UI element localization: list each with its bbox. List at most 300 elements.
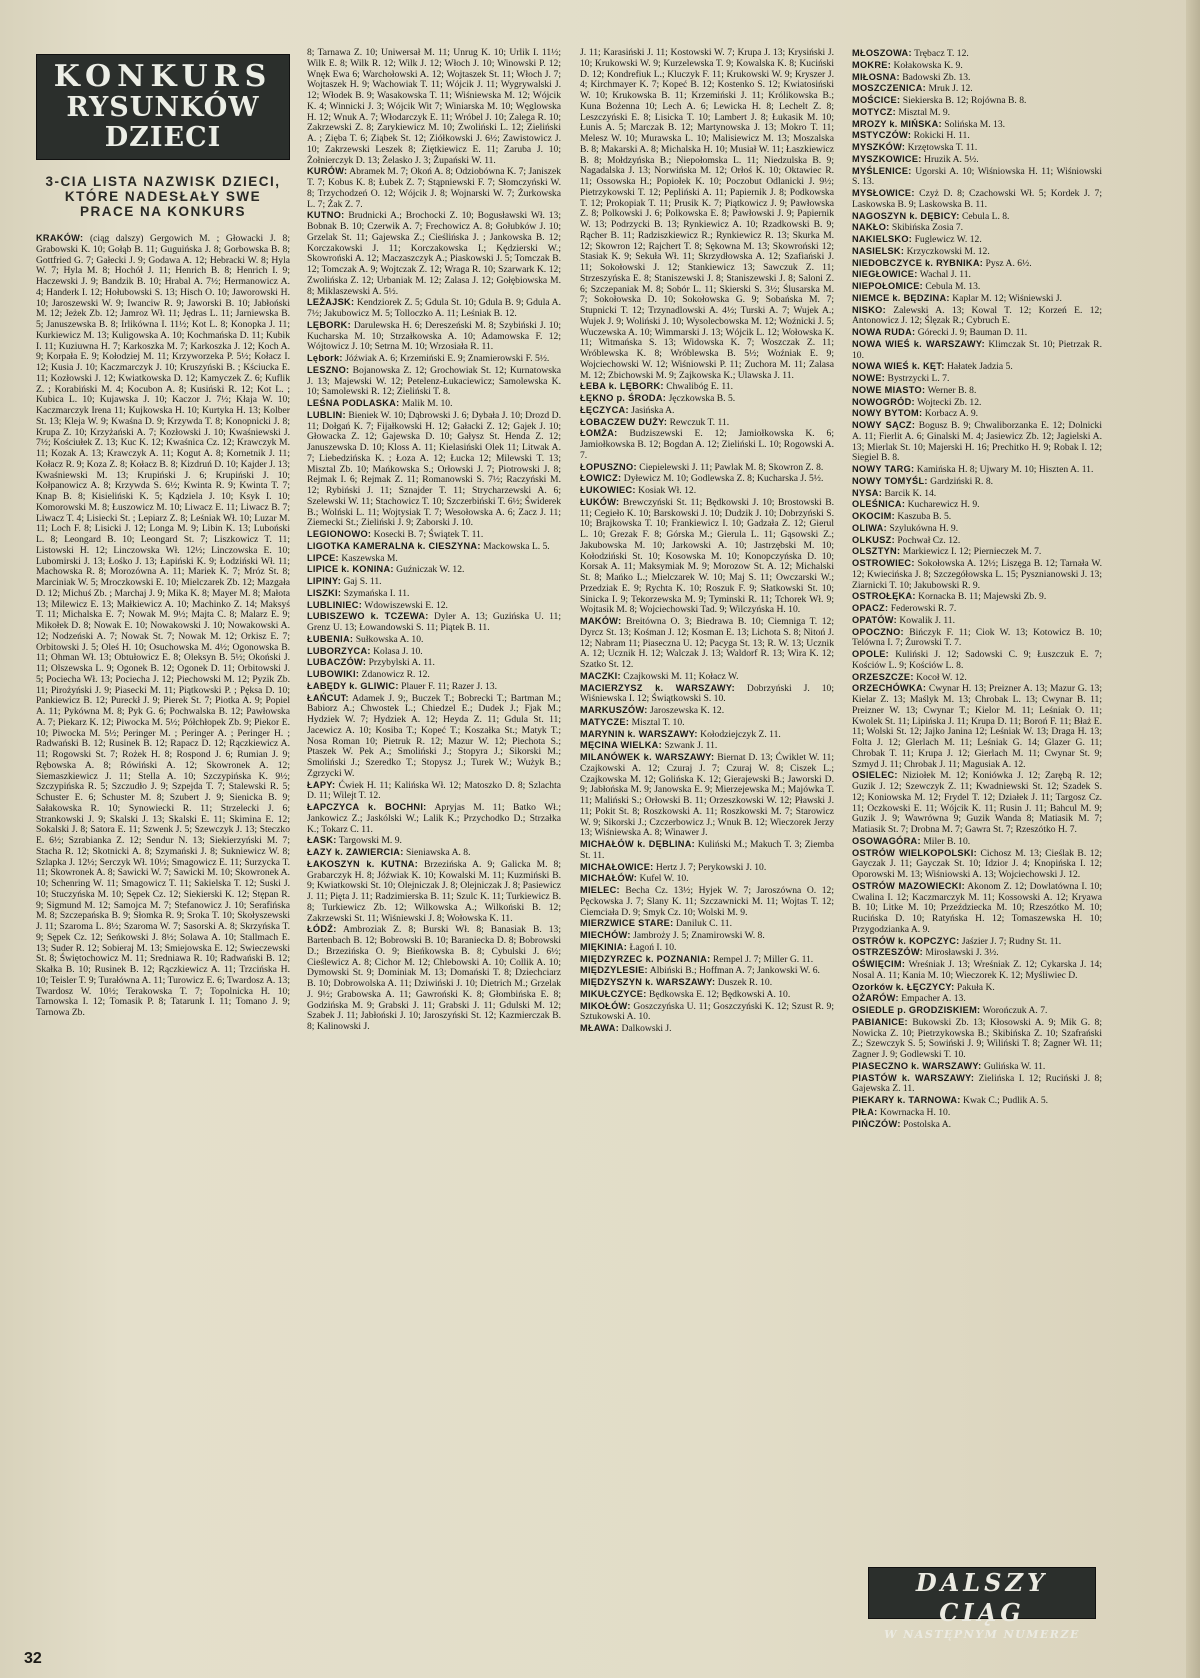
- list-entry: [852, 993, 1102, 1005]
- list-entry: [852, 603, 1102, 615]
- list-entry: [852, 222, 1102, 234]
- entry-names: Krzętowska T. 11.: [905, 142, 978, 153]
- list-entry: [307, 398, 561, 410]
- list-entry: [852, 535, 1102, 547]
- entry-place: MOKRE:: [852, 59, 892, 70]
- entry-place: MIECHÓW:: [580, 930, 631, 940]
- list-entry: [307, 48, 561, 166]
- entry-place: NYSA:: [852, 487, 883, 498]
- entry-names: Sułkowska A. 10.: [353, 633, 424, 645]
- entry-names: Kufel W. 10.: [637, 873, 689, 885]
- entry-names: J. 11; Karasiński J. 11; Kostowski W. 7; Krupa J. 13; Krysiński J. 10; Krukowski W. 9; Kurzelewska T. 9; Kowalska K. 8; Kuciński D. 12; Kondrefiuk L.; Kluczyk F. 11; Krukowski W. 9; Kryszer J. 4; Kirchmayer K. 7; Kopeć B. 12; Kostenko S. 12; Kwiatosiński W. 10; Krukowska B. 11; Krzemiński J. 11; Królikowska B.; Kuna Bożenna 10; Lech A. 6; Lewicka H. 8; Lechelt Z. 8; Leszczyński E. 8; Lisicka T. 10; Lambert J. 8; Łukasik M. 10; Łunis A. 5; Marczak B. 12; Martynowska J. 13; Mokro T. 11; Melesz W. 10; Murawska L. 10; Malisiewicz M. 13; Moszalska B. 8; Makarski A. 8; Michalska H. 10; Musiał W. 11; Łaszkiewicz B. 8; Mołdzyńska B.; Niepołomska L. 11; Niedzulska B. 9; Nagadalska J. 13; Norwińska M. 12; Orłoś K. 10; Oktawiec R. 11; Ossowska H.; Popiołek K. 10; Poczobut Odlanicki J. 9½; Pietrzykowski T. 12; Pepliński A. 11; Papiernik J. 8; Podkowska T. 12; Prokopiak T. 11; Prusik K. 7; Piątkowicz J. 9; Pawłowska Z. 8; Polkowski J. 6; Polkowska E. 8; Pawłowski J. 9; Papiernik W. 13; Podrzycki B. 13; Rynkiewicz A. 10; Rzadkowski B. 9; Rącher B. 11; Radziszkiewicz R.; Rynkiewicz R. 13; Skurka M. 12; Skowron 12; Rajchert T. 8; Sękowna M. 13; Skowroński 12; Stasiak K. 9; Sekuła Wł. 11; Skrzydłowska A. 12; Szafiański J. 11; Sokołowski J. 12; Stankiewicz 13; Sawczuk Z. 11; Strzeszyńska E. 8; Staniszewski J. 8; Staniszewski J. 8; Saloni Z. 6; Szczepaniak M. 8; Sobór L. 11; Skierski S. 3½; Ślusarska M. 7; Sokołowska D. 10; Sokołowska G. 9; Sobańska M. 7; Stupnicki T. 12; Trzynadlowski A. 4½; Turski A. 7; Wujek A.; Wujek J. 9; Woliński J. 10; Wysolecbowska M. 12; Woźnicki J. 5; Wuczewska A. 10; Wimmarski J. 13; Wójcik L. 12; Wołowska K. 11; Witmańska S. 13; Widowska K. 7; Woszczak Z. 11; Wróblewska K. 8; Wróblewska B. 5½; Woźniak E. 9; Wojciechowski W. 12; Wiśniowski P. 11; Zuchora M. 11; Zalasa M. 12; Zbichowski M. 9; Zajkowska K.; Ulawska J. 11.: [580, 48, 834, 381]
- entry-place: NOWY TOMYŚL:: [852, 475, 928, 486]
- entry-place: NIEPOŁOMICE:: [852, 281, 923, 291]
- entry-place: PIŃCZÓW:: [852, 1118, 901, 1129]
- list-entry: [580, 393, 834, 405]
- list-entry: [852, 269, 1102, 281]
- list-entry: [852, 130, 1102, 142]
- entry-place: ŁAKOSZYN k. KUTNA:: [307, 858, 419, 869]
- entry-place: MIĘDZYSZYN k. WARSZAWY:: [580, 977, 716, 987]
- entry-place: PIASECZNO k. WARSZAWY:: [852, 1060, 982, 1071]
- list-entry: [580, 740, 834, 752]
- entry-place: MYŚLENICE:: [852, 165, 912, 176]
- list-entry: [852, 959, 1102, 982]
- list-subtitle: 3-CIA LISTA NAZWISK DZIECI, KTÓRE NADESŁAŁY SWE PRACE NA KONKURS: [45, 174, 281, 219]
- entry-place: PIEKARY k. TARNOWA:: [852, 1095, 961, 1105]
- entry-names: Kamińska H. 8; Ujwary M. 10; Hiszten A. 11.: [914, 464, 1094, 475]
- entry-place: LIPINY:: [307, 576, 342, 586]
- entry-names: Kaszuba B. 5.: [894, 511, 952, 522]
- entry-place: LUBLIN:: [307, 409, 346, 420]
- entry-place: KURÓW:: [307, 166, 348, 177]
- entry-names: Cebula L. 8.: [959, 210, 1010, 222]
- entry-place: MYSZKÓW:: [852, 142, 906, 152]
- list-entry: [852, 1119, 1102, 1131]
- entry-names: Zalewski A. 13; Kowal T. 12; Korzeń E. 12; Antonowicz J. 12; Ślęzak R.; Cybruch E.: [852, 304, 1102, 327]
- entry-place: KUTNO:: [307, 210, 345, 221]
- entry-place: MARKUSZÓW:: [580, 705, 648, 715]
- entry-place: ŁAZY k. ZAWIERCIA:: [307, 847, 404, 857]
- entry-names: Pysz A. 6½.: [983, 257, 1032, 269]
- list-entry: [580, 717, 834, 729]
- list-entry: [852, 60, 1102, 72]
- list-entry: [852, 258, 1102, 270]
- entry-names: Jaroszewska K. 12.: [647, 705, 725, 716]
- entry-names: Akonom Z. 12; Dowlatówna I. 10; Cwalina I. 12; Kaczmarczyk M. 11; Kossowski A. 12; Kryawa B. 10; Litke M. 10; Przeździecka M. 10; Rzeszótko M. 10; Rucińska D. 10; Ratyńska H. 12; Tomaszewska H. 10; Przygodzianka A. 9.: [852, 880, 1102, 935]
- list-entry: [307, 564, 561, 576]
- entry-names: Krzyczkowski M. 12.: [904, 245, 990, 257]
- entry-place: NAGOSZYN k. DĘBICY:: [852, 210, 960, 221]
- entry-names: Federowski R. 7.: [888, 603, 957, 614]
- page-number: 32: [24, 1650, 42, 1667]
- entry-place: MŁOSZOWA:: [852, 48, 912, 58]
- entry-place: OŻARÓW:: [852, 993, 899, 1004]
- masthead-line-1: KONKURS: [53, 59, 273, 94]
- entry-place: NAKŁO:: [852, 222, 890, 233]
- list-entry: [580, 683, 834, 706]
- page-edge-shadow: [1186, 0, 1200, 1678]
- entry-names: Duszek R. 10.: [715, 977, 773, 988]
- entry-place: OLSZTYN:: [852, 546, 901, 557]
- entry-names: Cwynar H. 13; Preizner A. 13; Mazur G. 13; Kielar Z. 13; Maślyk M. 13; Chrobak L. 13; Cwynar B. 11; Preizner W. 13; Cwynar T.; Kielor M. 11; Leśniak O. 11; Kwolek St. 11; Lipińska J. 11; Krupa D. 11; Boroń F. 11; Błaż E. 11; Wolski St. 12; Jajko Janina 12; Leśniak W. 13; Draga H. 13; Folta J. 12; Glerlach M. 11; Leśniak G. 14; Glazer G. 11; Chrobak T. 11; Krupa J. 12; Gierlach M. 11; Cwynar St. 9; Szmyd J. 11; Chrobak J. 11; Magusiak A. 12.: [852, 683, 1102, 770]
- entry-place: NOWY TARG:: [852, 464, 915, 474]
- list-entry: [580, 930, 834, 942]
- list-entry: [852, 408, 1102, 420]
- entry-place: LIGOTKA KAMERALNA k. CIESZYNA:: [307, 540, 481, 551]
- entry-names: Apryjas M. 11; Batko Wł.; Jankowicz Z.; Jaskólski W.; Lalik K.; Przychodko D.; Strzałka K.; Tokarz C. 11.: [307, 802, 561, 835]
- entries-column-2: [307, 48, 561, 1033]
- list-entry: [307, 657, 561, 669]
- list-entry: [852, 770, 1102, 836]
- entry-place: MIŁOSNA:: [852, 71, 900, 82]
- entry-names: Szylukówna H. 9.: [886, 522, 959, 534]
- list-entry: [307, 847, 561, 859]
- entry-names: Hałatek Jadzia 5.: [944, 361, 1013, 373]
- list-entry: [852, 591, 1102, 603]
- entry-place: MICHAŁÓW:: [580, 873, 638, 884]
- entry-place: MILANÓWEK k. WARSZAWY:: [580, 752, 715, 762]
- entry-names: Abramek M. 7; Okoń A. 8; Odziobówna K. 7; Janiszek T. 7; Kobus K. 8; Łubek Z. 7; Stąpniewski F. 7; Słomczyński W. 8; Trzychodzeń O. 12; Wójcik J. 8; Wojnarski W. 7; Żurkowska L. 7; Żak Z. 7.: [307, 166, 561, 210]
- list-entry: [852, 982, 1102, 994]
- entry-place: NASIELSK:: [852, 245, 905, 256]
- list-entry: [852, 627, 1102, 650]
- entry-place: OLKUSZ:: [852, 534, 895, 545]
- list-entry: [580, 462, 834, 474]
- entry-names: Empacher A. 13.: [898, 993, 966, 1005]
- entry-place: NOWE:: [852, 373, 886, 383]
- list-entry: [580, 485, 834, 497]
- list-entry: [580, 405, 834, 417]
- entry-place: NIEDOBCZYCE k. RYBNIKA:: [852, 257, 984, 268]
- entry-place: ŁÓDŹ:: [307, 924, 337, 935]
- continuation-notice: [868, 1567, 1096, 1641]
- entry-place: OSTRÓW k. KOPCZYC:: [852, 935, 960, 946]
- entry-names: Rempel J. 7; Miller G. 11.: [710, 953, 814, 965]
- entry-names: Szwank J. 11.: [661, 740, 718, 752]
- entry-place: LEGIONOWO:: [307, 529, 372, 539]
- column-4: [852, 48, 1102, 1638]
- continuation-line-2: W NASTĘPNYM NUMERZE: [884, 1628, 1080, 1641]
- entry-place: ŁEBA k. LĘBORK:: [580, 381, 664, 392]
- list-entry: [307, 353, 561, 365]
- list-entry: [307, 166, 561, 210]
- entry-place: NOWY BYTOM:: [852, 408, 923, 419]
- entry-names: Kaszewska M.: [338, 552, 398, 564]
- list-entry: [852, 1017, 1102, 1061]
- list-entry: [852, 83, 1102, 95]
- entry-names: Ćwiek H. 11; Kalińska Wł. 12; Matoszko D. 8; Szlachta D. 11; Wilejt T. 12.: [307, 779, 561, 802]
- entry-names: Cebula M. 13.: [922, 281, 981, 292]
- list-entry: [852, 397, 1102, 409]
- entry-names: Trębacz T. 12.: [911, 48, 969, 59]
- list-entry: [580, 1001, 834, 1024]
- list-entry: [852, 936, 1102, 948]
- entry-names: (ciąg dalszy) Gergowich M. ; Głowacki J. 8; Grabowski K. 10; Gołąb B. 11; Guguińska J. 8; Gorbowska B. 8; Gottfried G. 7; Gałecki J. 9; Godawa A. 12; Hebracki W. 8; Hyla W. 7; Hyla M. 8; Hochół J. 11; Henrich B. 8; Henrich I. 9; Haczewski J. 9; Bandzik B. 10; Hrabal A. 7½; Hermanowicz A. 4; Handerk I. 12; Hołubowski S. 13; Hisch O. 10; Jaworowski H. 10; Jaroszewski W. 9; Iwanciw R. 9; Jaworski B. 10; Jabłoński M. 12; Jeżek Zb. 12; Jamroz Wł. 11; Jędras L. 11; Jarniewska B. 5; Januszewska B. 8; Irlikówna I. 11½; Kot L. 8; Konopka J. 11; Kurkiewicz M. 13; Kuligowska A. 10; Kochmańska D. 11; Kubik I. 11; Kuziuwna H. 7; Karkoszka M. 7; Karkoszka J. 12; Koch A. 9; Korpała E. 9; Kołodziej M. 11; Krzyworzeka P. 5½; Kołacz I. 12; Kusia J. 10; Kaczmarczyk J. 10; Kruszyński B. ; Kściucka E. 11; Kozłowski J. 12; Kwiatkowska D. 12; Kamyczek Z. 6; Kuflik Z. ; Korabiński M. 4; Kocubon A. 8; Kusiński R. 12; Kot L. ; Kubica L. 10; Kujawska J. 10; Kaczor J. 7½; Kłaja W. 10; Kaczmarczyk Irena 11; Kujkowska H. 10; Kurtyka H. 13; Kolber St. 13; Kleja W. 9; Kwaśna D. 9; Krzywda T. 8; Konopnicki J. 8; Krupa Z. 10; Krzyżański A. 7; Kozłowski J. 10; Kwaśniewski J. 7½; Kościułek Z. 13; Kuc K. 12; Kwaśnica Cz. 12; Krawczyk M. 11; Kozak A. 13; Krawczyk A. 11; Kogut A. 8; Kornetnik J. 11; Kołacz R. 9; Koza Z. 8; Kołacz B. 8; Kizdruń D. 10; Kajder J. 13; Kwaśniewski M. 13; Krupiński J. 6; Krupiński J. 10; Kołpanowicz A. 8; Krzywda S. 6½; Kwinta R. 9; Kwinta T. 7; Knap B. 8; Kisieliński K. 5; Kądziela J. 10; Ksyk I. 10; Komorowski M. 8; Łuszowicz M. 10; Liwacz E. 11; Liwacz B. 7; Liwacz T. 4; Lisiecki St. ; Lepiarz Z. 8; Leśniak Wł. 10; Luzar M. 11; Loch F. 8; Lisicki J. 12; Longa M. 9; Libin K. 13; Luboński L. 8; Leongard B. 10; Leongard St. 7; Liszkowicz T. 11; Listowski H. 12; Linczowska Wł. 12½; Linczowska E. 10; Lubomirski J. 13; Łośko J. 13; Łapiński K. 9; Łodziński Wł. 11; Machowska R. 8; Morozówna A. 11; Mariek K. 7; Mróz St. 8; Marciniak W. 5; Mroczkowski E. 10; Mielczarek Zb. 12; Mazgała D. 12; Michuś Zb. ; Marchaj J. 9; Mika K. 8; Mayer M. 8; Małota 13; Milewicz E. 13; Małkiewicz A. 10; Machinko Z. 14; Maksyś T. 11; Michalska E. 7; Nowak M. 9½; Majta C. 8; Malarz E. 9; Mikołek D. 8; Nowak E. 10; Nowakowski J. 10; Nowakowski A. 12; Nodzeński A. 7; Nowak St. 7; Nowak M. 12; Orkisz E. 7; Orbitowski J. 5; Oleś H. 10; Osuchowska M. 4½; Ogonowska B. 11; Ohman Wł. 13; Obtułowicz E. 8; Oleksyn B. 5½; Okoński J. 11; Olszewska L. 9; Ogonek B. 12; Ogonek D. 11; Orbitowski J. 5; Pociecha Wł. 13; Pociecha J. 12; Piechowski M. 12; Pyzik Zb. 11; Pirożyński J. 9; Piasecki M. 11; Piątkowski P. ; Pęksa D. 10; Pankiewicz B. 12; Pureckł J. 9; Pierek St. 7; Piotka A. 9; Popiel A. 11; Pykówna M. 8; Pyk G. 6; Pochwalska B. 12; Pawłowska A. 7; Piekarz K. 12; Piwocka M. 5½; Półchłopek Zb. 9; Piekor E. 10; Piwocka M. 5½; Peringer M. ; Peringer A. ; Peringer H. ; Radwański B. 12; Rusinek B. 12; Rapacz D. 12; Rączkiewicz A. 11; Rogowski St. 7; Rożek H. 8; Rospond J. 6; Rumian J. 9; Rębowska A. 8; Rówiński A. 12; Skowronek A. 12; Siemaszkiewicz J. 11; Stella A. 10; Szczypińska K. 9½; Szczypińska R. 5; Szczudło J. 9; Szpejda T. 7; Stalewski R. 5; Schuster E. 6; Schuster M. 8; Szubert J. 9; Sienicka B. 9; Sałakowska R. 10; Synowiecki R. 11; Strzelecki J. 6; Strankowski J. 9; Skalski J. 13; Skalski E. 11; Skimina E. 12; Sokalski J. 8; Satora E. 11; Szwenk J. 5; Szewczyk J. 13; Steczko E. 6½; Szrabianka Z. 12; Sendur N. 13; Siekierzyński M. 7; Stacha R. 12; Skotnicki A. 8; Szymański J. 8; Sukniewicz W. 8; Szlapka J. 12½; Serczyk Wł. 10½; Smagowicz E. 11; Surzycka T. 11; Skowronek A. 8; Sawicki W. 7; Sawicki M. 10; Skowronek A. 10; Schenring W. 11; Smagowicz T. 11; Sakielska T. 12; Suski J. 10; Stuczyńska M. 10; Sępek Cz. 12; Siekierski K. 12; Stępan R. 9; Sigmund M. 12; Samojca M. 7; Stefanowicz J. 10; Serafińska M. 8; Szczepańska B. 9; Słomka R. 9; Sroka T. 10; Skołyszewski J. 11; Szaroma L. 8½; Szaroma W. 7; Sasorski A. 8; Skrzyńska T. 9; Sępek Cz. 12; Seńkowski J. 8½; Solawa A. 10; Stallmach E. 13; Suder R. 12; Sobieraj M. 13; Smiejowska E. 12; Swieczewski St. 8; Świętochowicz M. 11; Sredniawa R. 10; Radwański B. 12; Skałka B. 10; Rusinek B. 12; Rączkiewicz A. 11; Trzcińska H. 10; Teisler T. 9; Turałówna A. 11; Turowicz E. 6; Twardosz A. 13; Twardosz W. 10½; Terakowska T. 7; Topolnicka H. 10; Tarnowska I. 12; Tomasik P. 8; Tatarunk I. 11; Tomano J. 9; Tarnowa Zb.: [36, 233, 290, 1018]
- list-entry: [307, 365, 561, 398]
- entry-names: Becha Cz. 13½; Hyjek W. 7; Jaroszówna O. 12; Pęckowska J. 7; Slany K. 11; Szczawnicki M. 11; Wojtas T. 12; Ciemciała D. 9; Smyk Cz. 10; Wolski M. 9.: [580, 885, 834, 918]
- list-entry: [852, 234, 1102, 246]
- entry-place: LIPICE k. KONINA:: [307, 564, 394, 575]
- entry-names: Jambroży J. 5; Znamirowski W. 8.: [630, 930, 765, 941]
- entry-place: MAKÓW:: [580, 616, 622, 626]
- list-entry: [36, 233, 290, 1019]
- list-entry: [307, 835, 561, 847]
- entry-names: Łagoń I. 10.: [627, 941, 677, 953]
- entry-names: Daniluk C. 11.: [673, 918, 732, 930]
- entry-place: NISKO:: [852, 304, 886, 315]
- list-entry: [307, 681, 561, 693]
- list-entry: [852, 142, 1102, 154]
- list-entry: [580, 497, 834, 616]
- entry-place: NOWA RUDA:: [852, 327, 916, 337]
- entry-place: LUBACZÓW:: [307, 657, 367, 668]
- entry-place: NOWY SĄCZ:: [852, 420, 916, 430]
- entry-place: MICHAŁOWICE:: [580, 861, 654, 872]
- entry-names: Badowski Zb. 13.: [899, 71, 971, 83]
- entry-names: Rokicki H. 11.: [911, 130, 970, 142]
- column-3: [580, 48, 834, 1638]
- entry-names: Albiński B.; Hoffman A. 7; Jankowski W. 6.: [647, 965, 820, 977]
- entry-names: Wdowiszewski E. 12.: [362, 599, 448, 611]
- entry-names: Hertz J. 7; Perykowski J. 10.: [653, 861, 767, 873]
- entry-names: Kucharewicz H. 9.: [905, 499, 980, 511]
- entry-names: Guźniczak W. 12.: [393, 564, 465, 576]
- entry-names: Bińczyk F. 11; Ciok W. 13; Kotowicz B. 10; Telówna I. 7; Żurowski T. 7.: [852, 626, 1102, 649]
- entry-names: Wojtecki Zb. 12.: [914, 396, 982, 408]
- list-entry: [580, 839, 834, 862]
- entry-names: Ugorski A. 10; Wiśniowska H. 11; Wiśniowski S. 13.: [852, 165, 1102, 188]
- list-entry: [580, 977, 834, 989]
- entry-place: MYSŁOWICE:: [852, 188, 915, 198]
- entry-place: Lębork:: [307, 353, 343, 363]
- list-entry: [307, 859, 561, 925]
- entry-names: Brzezińska A. 9; Galicka M. 8; Grabarczyk H. 8; Jóźwiak K. 10; Kowalski M. 11; Kuzmiński B. 9; Kwiatkowski St. 10; Olejniczak J. 8; Olejniczak J. 8; Pasiewicz J. 11; Pięta J. 11; Radzimierska B. 11; Szulc K. 11; Turkiewicz B. 8; Turkiewicz Zb. 12; Wilkowska A.; Wilkoński B. 12; Zakrzewski St. 11; Wiśniewski J. 8; Wołowska K. 11.: [307, 858, 561, 924]
- entry-place: NIEGŁOWICE:: [852, 269, 918, 280]
- list-entry: [580, 954, 834, 966]
- entry-place: MACZKI:: [580, 670, 621, 681]
- list-entry: [852, 246, 1102, 258]
- entry-place: ŁAPY:: [307, 779, 336, 790]
- entry-names: Bieniek W. 10; Dąbrowski J. 6; Dybała J. 10; Drozd D. 11; Dołgań K. 7; Fijałkowski H. 12; Gałacki Z. 12; Gajek J. 10; Głowacka Z. 12; Gajewska D. 10; Gałysz St. Henda Z. 12; Januszewska D. 10; Kloss A. 11; Kielasiński Olek 11; Litwak A. 7; Liebedzińska K. ; Łoza A. 12; Łucka 12; Milewski T. 13; Misztal Zb. 10; Mańkowska S.; Orłowski J. 7; Piotrowski J. 8; Rejmak I. 6; Rejmak Z. 11; Romanowski S. 7½; Raczyński M. 12; Rybiński J. 11; Sznajder T. 11; Strycharzewski A. 6; Szelewski W. 11; Stachowicz T. 10; Szczerbiński T. 6½; Świderek B.; Wolński L. 11; Wojtysiak T. 7; Wesołowska A. 6; Zacz J. 11; Ziemecki St.; Zieliński J. 9; Zaborski J. 10.: [307, 409, 561, 529]
- list-entry: [852, 1005, 1102, 1017]
- entry-names: Zielińska I. 12; Ruciński J. 8; Gajewska Z. 11.: [852, 1072, 1102, 1095]
- entry-names: Kornacka B. 11; Majewski Zb. 9.: [915, 591, 1047, 603]
- list-entry: [580, 473, 834, 485]
- list-entry: [307, 669, 561, 681]
- entry-names: Klimczak St. 10; Pietrzak R. 10.: [852, 338, 1102, 361]
- entry-names: Miler B. 10.: [920, 835, 971, 847]
- list-entry: [580, 616, 834, 671]
- entry-place: NOWA WIEŚ k. WARSZAWY:: [852, 338, 985, 349]
- entry-place: MICHAŁÓW k. DĘBLINA:: [580, 839, 695, 849]
- list-entry: [580, 48, 834, 381]
- entry-place: ŁOMŻA:: [580, 428, 618, 439]
- entry-place: ORZESZCZE:: [852, 671, 914, 682]
- entry-names: Mirosławski J. 3½.: [923, 947, 999, 959]
- entry-names: Sieniawska A. 8.: [403, 847, 471, 858]
- entry-names: Brewczyński St. 11; Będkowski J. 10; Brostowski B. 11; Cegieło K. 10; Barskowski J. 10; Dudzik J. 10; Dobrzyński S. 10; Brajkowska T. 10; Frankiewicz I. 10; Gadzała Z. 12; Gierul L. 10; Grezak F. 8; Górska M.; Gierula L. 11; Gąsowski Z.; Jakubowska M. 10; Jarkowski A. 10; Jastrzębski M. 10; Kołodziński St. 10; Kosowska M. 10; Konopczyńska D. 10; Korsak A. 11; Maksymiak M. 9; Morozow St. A. 12; Michalski St. 8; Mańko L.; Mielczarek W. 10; Maj S. 11; Owczarski W.; Przedziak E. 9; Rychta K. 10; Roszuk F. 9; Słatkowski St. 10; Sinicka I. 9; Tekorzewska M. 9; Tyminski R. 11; Tchorek Wł. 9; Wojtasik M. 8; Wojciechowski Tad. 9; Wilczyńska H. 10.: [580, 496, 834, 616]
- list-entry: [580, 942, 834, 954]
- list-entry: [852, 1107, 1102, 1119]
- entry-names: Biernat D. 13; Ćwiklet W. 11; Czajkowski A. 12; Czuraj J. 7; Czuraj W. 8; Ciszek L.; Czajkowska M. 12; Golińska K. 12; Gierajewski B.; Jaworski D. 9; Jabłońska M. 9; Janowska E. 9; Mierzejewska M.; Majówka T. 11; Maliński S.; Orłowski B. 11; Orzeszkowski W. 12; Pławski J. 11; Pokit St. 8; Roszkowski A. 11; Roszkowski M. 7; Starowicz W. 9; Sikorski J.; Czczerbowicz J.; Wnuk B. 12; Wieczorek Jerzy 13; Wiśniewska A. 8; Winawer J.: [580, 752, 834, 839]
- list-entry: [852, 558, 1102, 591]
- entry-place: OPOCZNO:: [852, 626, 904, 637]
- list-entry: [852, 499, 1102, 511]
- entry-place: OPACZ:: [852, 603, 889, 613]
- list-entry: [852, 848, 1102, 881]
- entry-names: Jaśzier J. 7; Rudny St. 11.: [959, 935, 1062, 947]
- list-entry: [307, 210, 561, 297]
- entry-names: Kolasa J. 10.: [370, 645, 423, 657]
- entry-names: Worończuk A. 7.: [980, 1005, 1048, 1016]
- entry-names: Czajkowski M. 11; Kołacz W.: [620, 670, 739, 682]
- entry-names: Dobrzyński J. 10; Wiśniewska I. 12; Świątkowski S. 10.: [580, 682, 834, 705]
- entry-place: LĘBORK:: [307, 319, 351, 330]
- list-entry: [580, 752, 834, 839]
- list-entry: [852, 881, 1102, 936]
- list-entry: [852, 95, 1102, 107]
- entry-names: Rewczuk T. 11.: [667, 416, 730, 428]
- entry-names: Ciepielewski J. 11; Pawlak M. 8; Skowron Z. 8.: [636, 461, 824, 473]
- list-entry: [580, 428, 834, 461]
- contest-masthead: [36, 54, 290, 160]
- entry-names: Misztal M. 9.: [895, 106, 951, 118]
- entry-names: Dyłewicz M. 10; Godlewska Z. 8; Kucharska J. 5½.: [621, 473, 824, 485]
- entry-names: Jasińska A.: [628, 404, 675, 416]
- entry-place: LUBORZYCA:: [307, 645, 371, 656]
- entry-place: ŁOWICZ:: [580, 473, 622, 484]
- list-entry: [580, 729, 834, 741]
- entry-names: Kołakowska K. 9.: [891, 59, 963, 71]
- entry-names: Wreśniak J. 13; Wreśniak Z. 12; Cykarska J. 14; Nosal A. 11; Kania M. 10; Wieczorek K. 12; Myśliwiec D.: [852, 959, 1102, 981]
- list-entry: [852, 649, 1102, 672]
- list-entry: [852, 327, 1102, 339]
- entry-names: Górecki J. 9; Bauman D. 11.: [915, 327, 1028, 338]
- entry-names: Solińska M. 13.: [941, 118, 1006, 130]
- entry-names: Pochwał Cz. 12.: [894, 534, 961, 546]
- entry-place: OŚWIĘCIM:: [852, 959, 906, 969]
- entry-names: Pakuła K.: [954, 981, 995, 993]
- list-entry: [852, 947, 1102, 959]
- list-entry: [307, 693, 561, 780]
- list-entry: [852, 511, 1102, 523]
- list-entry: [307, 320, 561, 353]
- list-entry: [852, 373, 1102, 385]
- entry-place: ŁASK:: [307, 835, 337, 846]
- entry-place: MOTYCZ:: [852, 106, 896, 117]
- entry-names: Kowrnacka H. 10.: [877, 1106, 951, 1118]
- entry-place: ŁAPCZYCA k. BOCHNI:: [307, 802, 427, 812]
- entry-names: Zdanowicz R. 12.: [359, 669, 430, 680]
- entry-names: Kaplar M. 12; Wiśniewski J.: [949, 292, 1062, 304]
- entry-place: ŁOPUSZNO:: [580, 461, 637, 472]
- list-entry: [307, 541, 561, 553]
- list-entry: [307, 600, 561, 612]
- entry-names: Chwalibóg E. 11.: [663, 381, 733, 393]
- entry-names: Goszczyńska U. 11; Goszczyński K. 12; Szust R. 9; Sztukowski A. 10.: [580, 1000, 834, 1023]
- list-entry: [307, 924, 561, 1033]
- entry-names: Kosecki B. 7; Świątek T. 11.: [371, 529, 484, 540]
- list-entry: [852, 119, 1102, 131]
- list-entry: [852, 385, 1102, 397]
- entry-names: Kwak C.; Pudlik A. 5.: [960, 1095, 1049, 1106]
- entry-names: Będkowska E. 12; Będkowski A. 10.: [646, 988, 791, 1000]
- masthead-line-2: RYSUNKÓW DZIECI: [66, 92, 260, 153]
- entry-names: Kosiak Wł. 12.: [635, 485, 697, 496]
- entry-place: MSTYCZÓW:: [852, 130, 912, 141]
- entry-names: Fuglewicz W. 12.: [912, 234, 982, 245]
- entry-names: Jóźwiak A. 6; Krzemiński E. 9; Znamierowski F. 5½.: [342, 353, 550, 364]
- entry-names: Hruzik A. 5½.: [921, 153, 979, 165]
- entry-names: Czyż D. 8; Czachowski Wł. 5; Kordek J. 7; Laskowska B. 9; Laskowska B. 11.: [852, 188, 1102, 210]
- entry-place: OSTRÓW WIELKOPOLSKI:: [852, 847, 978, 858]
- entry-place: LUBOWIKI:: [307, 669, 360, 679]
- entry-names: Plauer F. 11; Razer J. 13.: [398, 680, 497, 692]
- entry-names: Korbacz A. 9.: [922, 408, 979, 420]
- entry-place: OPATÓW:: [852, 614, 897, 625]
- entry-place: OSOWAGÓRA:: [852, 835, 921, 846]
- entry-place: OSIEDLE p. GRODZISKIEM:: [852, 1005, 981, 1015]
- entry-names: Bukowski Zb. 13; Kłosowski A. 9; Mik G. 8; Nowicka Z. 10; Pietrzykowska B.; Skibińska Z. 10; Szafrański Z.; Szewczyk S. 5; Sowiński J. 9; Wiliński T. 8; Zagner Wł. 11; Zagner J. 9; Godlewski T. 10.: [852, 1016, 1102, 1060]
- entry-names: Mackowska L. 5.: [480, 540, 550, 552]
- entry-place: MIERZWICE STARE:: [580, 918, 674, 929]
- list-entry: [852, 107, 1102, 119]
- list-entry: [852, 523, 1102, 535]
- list-entry: [852, 464, 1102, 476]
- entry-place: LIPCE:: [307, 552, 339, 563]
- entry-place: OSTROWIEC:: [852, 558, 915, 568]
- entry-names: Dalkowski J.: [619, 1023, 672, 1034]
- entry-names: Gaj S. 11.: [341, 576, 382, 587]
- entry-names: Skibińska Zosia 7.: [889, 222, 964, 234]
- entry-place: ŁOBACZEW DUŻY:: [580, 416, 668, 427]
- entry-names: Szymańska I. 11.: [341, 587, 410, 599]
- entry-place: MACIERZYSZ k. WARSZAWY:: [580, 682, 735, 693]
- column-2: [307, 48, 561, 1638]
- entry-place: ORZECHÓWKA:: [852, 683, 927, 694]
- entry-place: MIKUŁCZYCE:: [580, 988, 647, 999]
- entry-names: Darulewska H. 6; Dereszeński M. 8; Szybiński J. 10; Kucharska M. 10; Strzałkowska A. 10; Adamowska F. 12; Wójtowicz J. 10; Setrna M. 10; Wrzosiała R. 11.: [307, 319, 561, 353]
- entry-names: Ambroziak Z. 8; Burski Wł. 8; Banasiak B. 13; Bartenbach B. 12; Bobrowski B. 10; Baraniecka D. 8; Bobrowski D.; Brzezińska O. 9; Bieńkowska B. 8; Cybulski J. 6½; Cieślewicz A. 8; Cichor M. 12; Chlebowski A. 10; Collik A. 10; Dymowski St. 9; Dominiak M. 13; Domański T. 8; Dziechciarz B. 10; Dobrowolska A. 11; Dziwiński J. 10; Dietrich M.; Grzelak J. 9½; Grabowska A. 11; Gawroński K. 8; Głombińska E. 8; Godzińska M. 9; Grabski J. 11; Grabski J. 11; Gdulski M. 12; Szabek J. 11; Jabłoński J. 10; Jaroszyński St. 12; Kazmierczak B. 8; Kalinowski J.: [307, 924, 561, 1032]
- entry-place: MATYCZE:: [580, 716, 630, 727]
- entry-place: KRAKÓW:: [36, 233, 84, 243]
- entry-names: 8; Tarnawa Z. 10; Uniwersał M. 11; Unrug K. 10; Urlik I. 11½; Wilk E. 8; Wilk R. 12; Wilk J. 12; Włoch J. 10; Winowski P. 12; Wnęk Ewa 6; Warchołowski A. 12; Wojtaszek St. 11; Włoch J. 7; Wojtaszek H. 9; Wachowiak T. 11; Wójcik J. 11; Wygrywalski J. 12; Włodek B. 9; Wasakowska T. 11; Wiśniewska M. 12; Wójcik K. 4; Winnicki J. 3; Wójcik Wit 7; Winiarska M. 10; Węglowska H. 12; Wnuk A. 7; Włodarczyk E. 11; Wróbel J. 10; Zalega R. 10; Zakrzewski Z. 8; Zarykiewicz M. 10; Zwoliński L. 12; Zieliński A. ; Zięba T. 6; Ziąbek St. 12; Ziółkowski J. 6½; Zawistowicz J. 10; Zakrzewski Leszek 8; Ziętkiewicz E. 11; Zaruba J. 10; Żołnierczyk D. 13; Żelasko J. 3; Żupański W. 11.: [307, 48, 561, 166]
- entry-names: Werner B. 8.: [925, 384, 977, 396]
- entry-place: NIEMCE k. BĘDZINA:: [852, 292, 950, 303]
- entry-place: Ozorków k. ŁĘCZYCY:: [852, 981, 955, 992]
- entries-column-4: [852, 48, 1102, 1130]
- entry-place: ŁUKÓW:: [580, 496, 620, 507]
- list-entry: [852, 339, 1102, 362]
- entry-place: NAKIELSKO:: [852, 234, 913, 244]
- entry-names: Kuliński M.; Makuch T. 3; Ziemba St. 11.: [580, 839, 834, 861]
- list-entry: [580, 381, 834, 393]
- list-entry: [580, 671, 834, 683]
- entry-names: Kocoł W. 12.: [913, 671, 967, 683]
- list-entry: [852, 420, 1102, 464]
- list-entry: [852, 836, 1102, 848]
- entry-names: Kendziorek Z. 5; Gdula St. 10; Gdula B. 9; Gdula A. 7½; Jakubowicz M. 5; Tolloczko A. 11; Leśniak B. 12.: [307, 297, 561, 319]
- entry-place: ŁUBENIA:: [307, 633, 354, 644]
- list-entry: [580, 989, 834, 1001]
- list-entry: [852, 1061, 1102, 1073]
- entry-names: Kuliński J. 12; Sadowski C. 9; Łuszczuk E. 7; Kościów L. 9; Kościów L. 8.: [852, 649, 1102, 671]
- list-entry: [852, 72, 1102, 84]
- entry-place: MIKOŁÓW:: [580, 1000, 631, 1011]
- entry-names: Cichosz M. 13; Cieślak B. 12; Gayczak J. 11; Gayczak St. 10; Idzior J. 4; Knopińska I. 12; Oporowski M. 13; Wiśniowski A. 13; Wojciechowski J. 12.: [852, 847, 1102, 880]
- entries-column-1: [36, 233, 290, 1019]
- list-entry: [852, 615, 1102, 627]
- entry-place: MIĘKINIA:: [580, 941, 628, 952]
- entry-place: PIASTÓW k. WARSZAWY:: [852, 1072, 975, 1083]
- entry-names: Budziszewski E. 12; Jamiołkowska K. 6; Jamiołkowska B. 12; Bogdan A. 12; Zieliński L. 10; Rogowski A. 7.: [580, 428, 834, 461]
- entry-place: MIELEC:: [580, 885, 620, 895]
- entry-names: Gulińska W. 11.: [981, 1060, 1046, 1072]
- entry-place: PABIANICE:: [852, 1016, 908, 1027]
- entry-names: Gardziński R. 8.: [927, 475, 994, 487]
- entry-place: OLEŚNICA:: [852, 499, 906, 510]
- entry-names: Niziołek M. 12; Koniówka J. 12; Zarębą R. 12; Guzik J. 12; Szewczyk Z. 11; Kwadniewski St. 12; Szadek S. 12; Koniowska M. 12; Frydel T. 12; Działek J. 11; Targosz Cz. 11; Oczkowski E. 11; Wójcik K. 11; Rusin J. 11; Bahcul M. 9; Guzik J. 9; Wawrówna 9; Guzik Wanda 8; Matiasik M. 7; Matiasik St. 7; Drobna M. 7; Gawra St. 7; Rzeszótko H. 7.: [852, 770, 1102, 835]
- entry-place: MOSZCZENICA:: [852, 83, 927, 94]
- entry-place: OKOCIM:: [852, 511, 895, 521]
- entry-names: Adamek J. 9;, Buczek T.; Bobrecki T.; Bartman M.; Babiorz A.; Chwostek L.; Chiedzel E.; Dudek J.; Fjak M.; Hydziek W. 7; Hydziek A. 12; Heyda Z. 11; Gdula St. 11; Jacewicz A. 10; Kosiba T.; Kopeć T.; Koszałka St.; Matyk T.; Nosa Roman 10; Pietruk R. 12; Mazur W. 12; Piechota S.; Ptaszek W. Pek A.; Smoliński J.; Stopyra J.; Sikorski M.; Smoliński J.; Szeredko T.; Stopysz J.; Turek W.; Wużyk B.; Zgrzycki W.: [307, 692, 561, 779]
- list-entry: [852, 305, 1102, 328]
- entry-names: Sokołowska A. 12½; Liszęga B. 12; Tarnała W. 12; Kwiecińska J. 8; Szczegółowska L. 15; Pysznianowski J. 13; Ziarnicki T. 10; Jakubowski R. 9.: [852, 558, 1102, 591]
- entry-names: Malik M. 10.: [399, 398, 453, 409]
- entry-place: ŁUKOWIEC:: [580, 485, 636, 495]
- list-entry: [852, 488, 1102, 500]
- entry-place: MARYNIN k. WARSZAWY:: [580, 728, 698, 739]
